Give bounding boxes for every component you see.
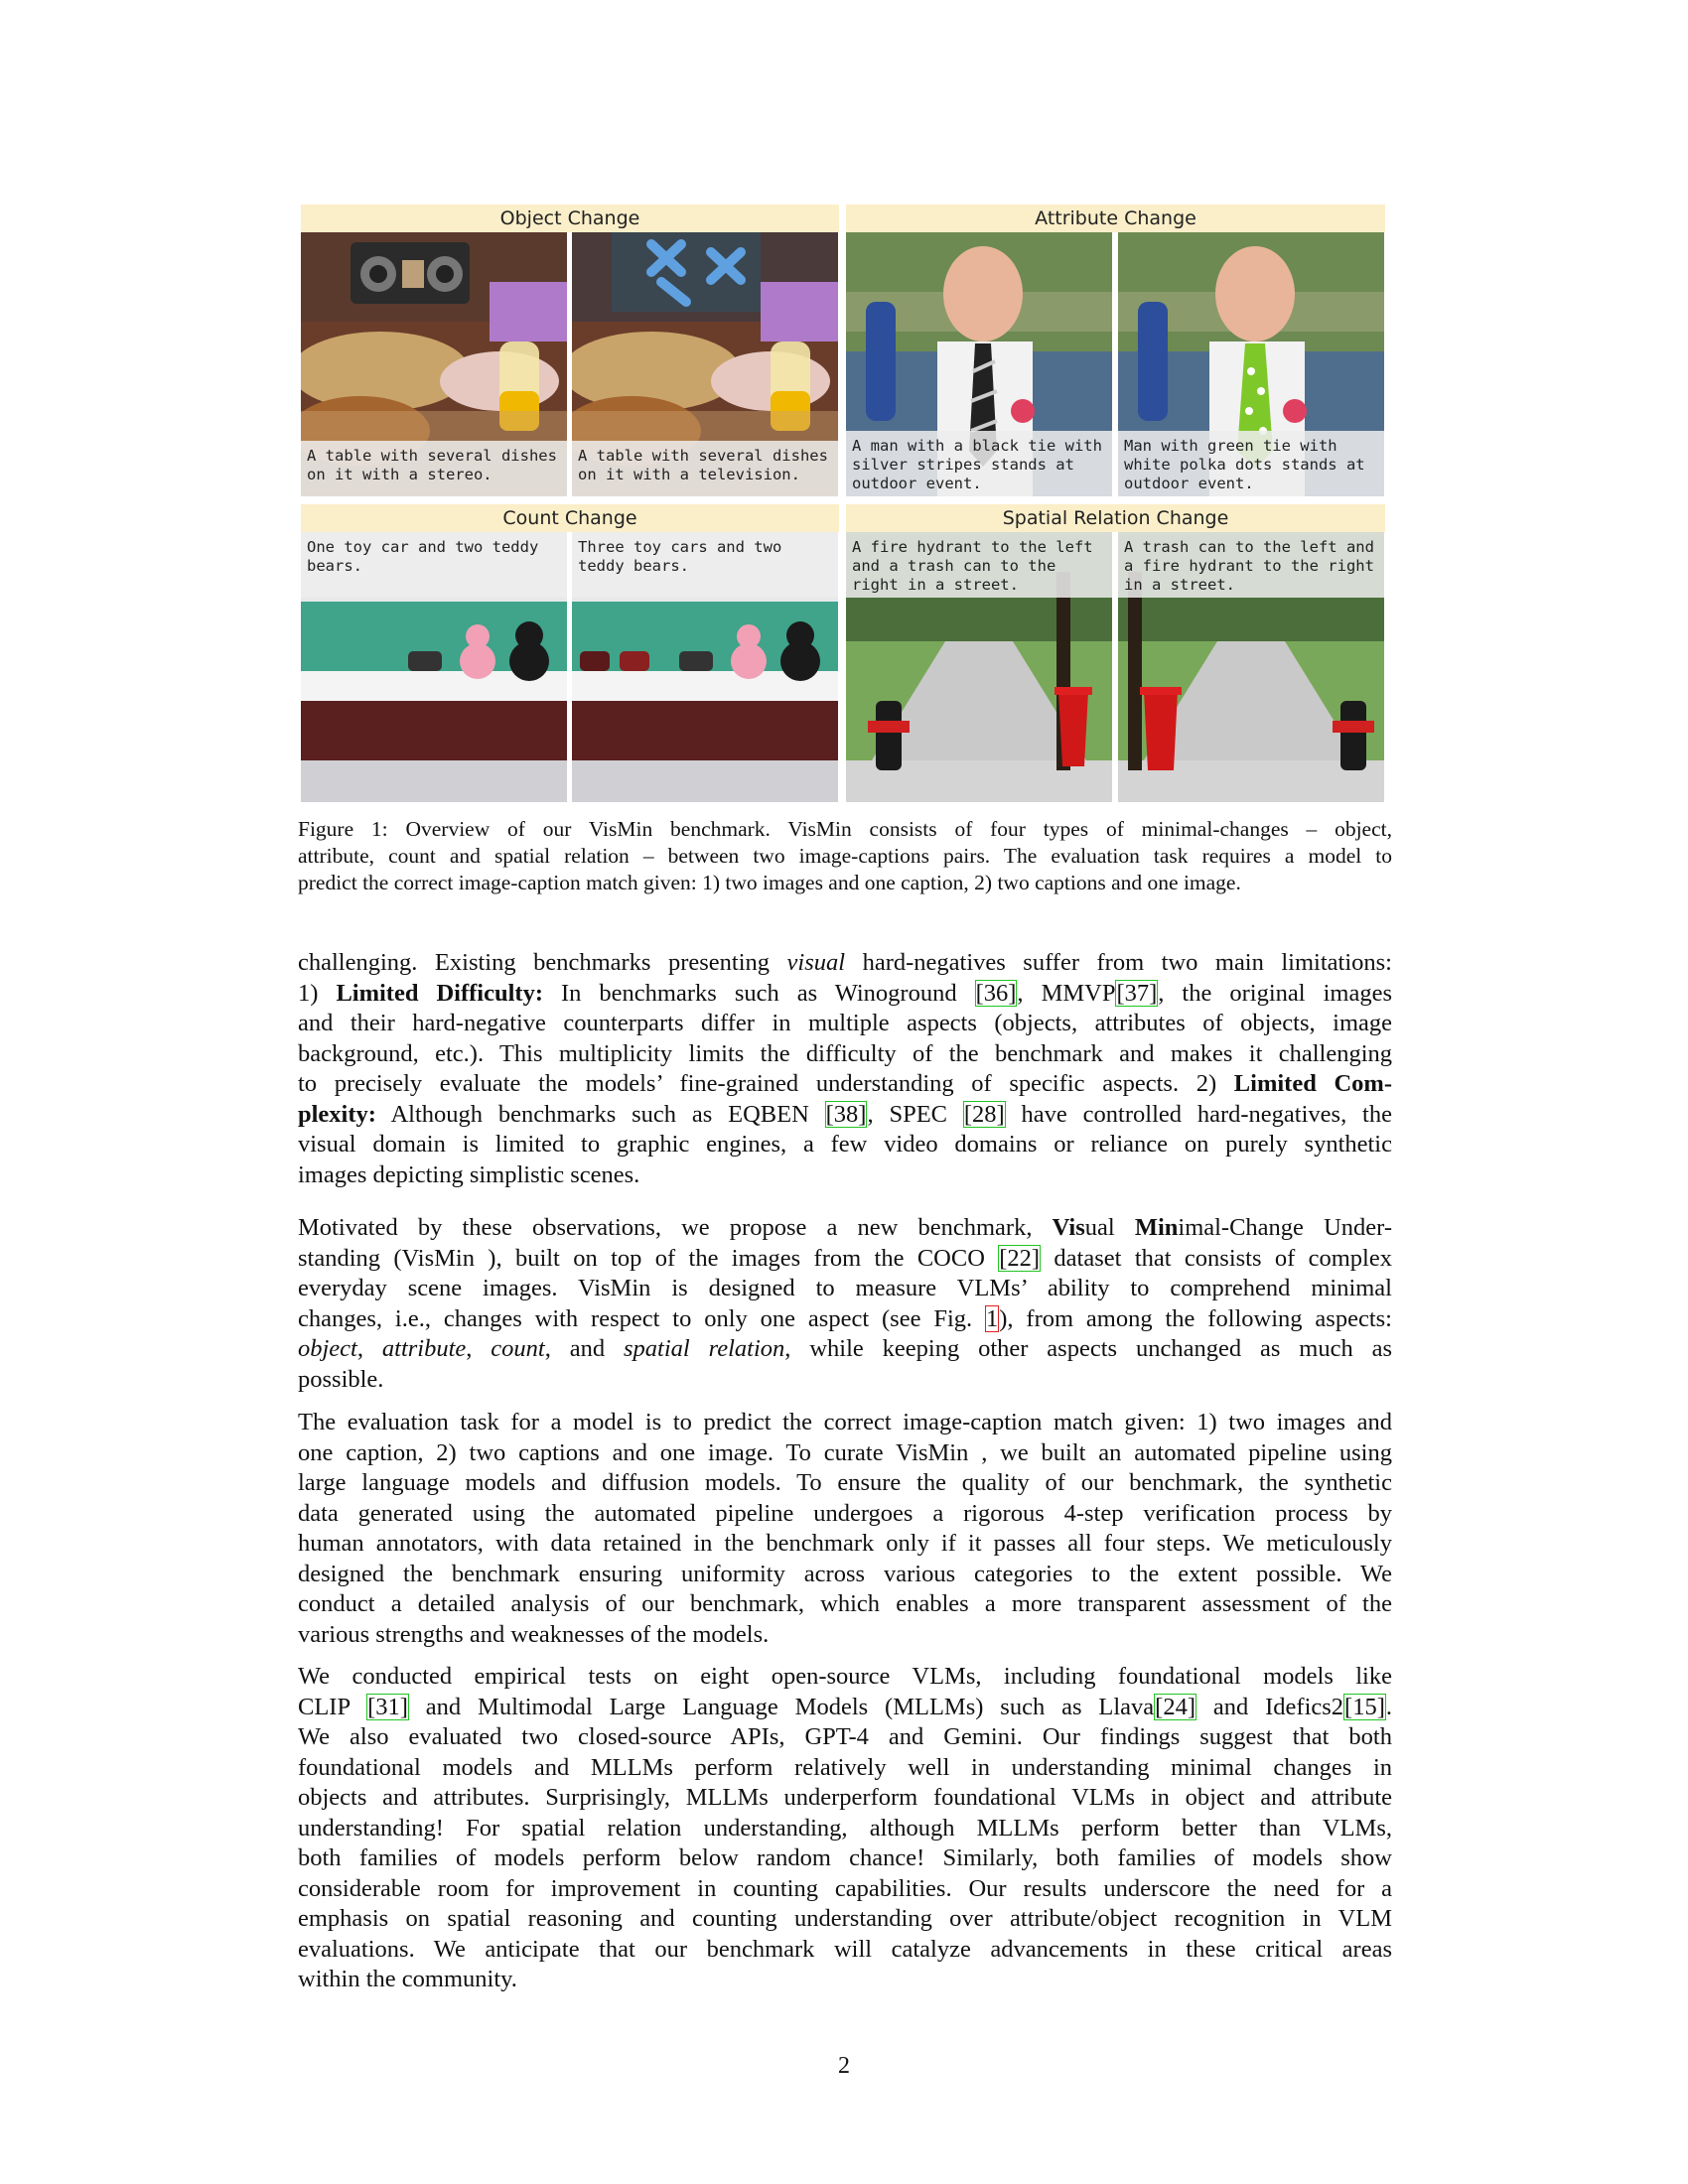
- citation-link[interactable]: [24]: [1155, 1693, 1196, 1720]
- text-line: standing (VisMin ), built on top of the images from the COCO [22] dataset that consists of complex: [298, 1244, 1392, 1272]
- text-line: We also evaluated two closed-source APIs, GPT-4 and Gemini. Our findings suggest that both: [298, 1723, 1392, 1750]
- paragraph-4: [298, 1662, 1392, 1995]
- image-panel-television: [572, 232, 838, 496]
- text-line: plexity: Although benchmarks such as EQBEN [38], SPEC [28] have controlled hard-negatives, the: [298, 1100, 1392, 1128]
- text-line: challenging. Existing benchmarks presenting visual hard-negatives suffer from two main limitations:: [298, 949, 1392, 976]
- text-line: designed the benchmark ensuring uniformity across various categories to the extent possible. We: [298, 1560, 1392, 1587]
- text-line: within the community.: [298, 1966, 517, 1992]
- group-title: Count Change: [301, 504, 839, 532]
- paragraph-1: [298, 948, 1392, 1190]
- group-title: Spatial Relation Change: [846, 504, 1385, 532]
- text-line: and their hard-negative counterparts differ in multiple aspects (objects, attributes of objects, image: [298, 1010, 1392, 1036]
- caption-text: Three toy cars and two teddy bears.: [572, 532, 838, 598]
- group-spatial-relation-change: [846, 504, 1385, 802]
- caption-text: A table with several dishes on it with a television.: [572, 441, 838, 496]
- text-line: considerable room for improvement in counting capabilities. Our results underscore the need for a: [298, 1874, 1392, 1902]
- text-line: various strengths and weaknesses of the models.: [298, 1620, 770, 1648]
- text-line: emphasis on spatial reasoning and counting understanding over attribute/object recognition in VLM: [298, 1905, 1392, 1932]
- group-object-change: [301, 205, 839, 496]
- text-line: possible.: [298, 1365, 384, 1393]
- text-line: both families of models perform below random chance! Similarly, both families of models show: [298, 1844, 1392, 1871]
- image-panel-three-cars: [572, 532, 838, 802]
- text-line: understanding! For spatial relation understanding, although MLLMs perform better than VLMs,: [298, 1814, 1392, 1842]
- image-panel-one-car: [301, 532, 567, 802]
- text-line: CLIP [31] and Multimodal Large Language Models (MLLMs) such as Llava[24] and Idefics2[15].: [298, 1693, 1392, 1720]
- citation-link[interactable]: [37]: [1116, 979, 1158, 1007]
- text-line: background, etc.). This multiplicity limits the difficulty of the benchmark and makes it challenging: [298, 1039, 1392, 1067]
- caption-text: A table with several dishes on it with a stereo.: [301, 441, 567, 496]
- paragraph-2: [298, 1213, 1392, 1395]
- image-panel-stereo: [301, 232, 567, 496]
- figure-reference-link[interactable]: 1: [986, 1304, 999, 1332]
- citation-link[interactable]: [28]: [963, 1100, 1005, 1128]
- text-line: object, attribute, count, and spatial relation, while keeping other aspects unchanged as much as: [298, 1335, 1392, 1362]
- text-line: images depicting simplistic scenes.: [298, 1160, 640, 1188]
- text-line: 1) Limited Difficulty: In benchmarks such as Winoground [36], MMVP[37], the original images: [298, 979, 1392, 1007]
- text-line: conduct a detailed analysis of our benchmark, which enables a more transparent assessment of the: [298, 1590, 1392, 1617]
- caption-text: A fire hydrant to the left and a trash can to the right in a street.: [846, 532, 1112, 598]
- caption-text: A man with a black tie with silver stripes stands at outdoor event.: [846, 431, 1112, 496]
- text-line: everyday scene images. VisMin is designed to measure VLMs’ ability to comprehend minimal: [298, 1275, 1392, 1301]
- paragraph-3: [298, 1408, 1392, 1650]
- group-count-change: [301, 504, 839, 802]
- text-line: We conducted empirical tests on eight open-source VLMs, including foundational models like: [298, 1663, 1392, 1690]
- group-title: Object Change: [301, 205, 839, 232]
- text-line: Motivated by these observations, we propose a new benchmark, Visual Minimal-Change Under-: [298, 1214, 1392, 1241]
- text-line: The evaluation task for a model is to predict the correct image-caption match given: 1) two images and: [298, 1409, 1392, 1435]
- image-panel-black-tie: [846, 232, 1112, 496]
- text-line: one caption, 2) two captions and one image. To curate VisMin , we built an automated pipeline using: [298, 1438, 1392, 1466]
- citation-link[interactable]: [15]: [1344, 1693, 1385, 1720]
- text-line: foundational models and MLLMs perform relatively well in understanding minimal changes in: [298, 1753, 1392, 1781]
- caption-text: A trash can to the left and a fire hydrant to the right in a street.: [1118, 532, 1384, 598]
- figure-1: [301, 205, 1385, 802]
- caption-text: Man with green tie with white polka dots stands at outdoor event.: [1118, 431, 1384, 496]
- image-panel-green-tie: [1118, 232, 1384, 496]
- text-line: to precisely evaluate the models’ fine-grained understanding of specific aspects. 2) Limited Com-: [298, 1070, 1392, 1097]
- text-line: visual domain is limited to graphic engines, a few video domains or reliance on purely synthetic: [298, 1131, 1392, 1158]
- citation-link[interactable]: [31]: [367, 1693, 408, 1720]
- image-panel-hydrant-right: [1118, 532, 1384, 802]
- text-line: large language models and diffusion models. To ensure the quality of our benchmark, the synthetic: [298, 1469, 1392, 1496]
- caption-line: attribute, count and spatial relation – between two image-captions pairs. The evaluation task requires a model to: [298, 844, 1392, 868]
- group-attribute-change: [846, 205, 1385, 496]
- group-title: Attribute Change: [846, 205, 1385, 232]
- citation-link[interactable]: [22]: [999, 1244, 1041, 1272]
- caption-line: Figure 1: Overview of our VisMin benchmark. VisMin consists of four types of minimal-changes – object,: [298, 817, 1392, 841]
- text-line: objects and attributes. Surprisingly, MLLMs underperform foundational VLMs in object and attribute: [298, 1784, 1392, 1811]
- text-line: changes, i.e., changes with respect to only one aspect (see Fig. 1), from among the following aspects:: [298, 1304, 1392, 1332]
- caption-line: predict the correct image-caption match given: 1) two images and one caption, 2) two captions and one image.: [298, 871, 1241, 894]
- caption-text: One toy car and two teddy bears.: [301, 532, 567, 598]
- text-line: human annotators, with data retained in the benchmark only if it passes all four steps. We meticulously: [298, 1530, 1392, 1557]
- page-number: 2: [838, 2053, 850, 2079]
- image-panel-hydrant-left: [846, 532, 1112, 802]
- citation-link[interactable]: [38]: [825, 1100, 867, 1128]
- text-line: evaluations. We anticipate that our benchmark will catalyze advancements in these critical areas: [298, 1935, 1392, 1963]
- figure-caption: [298, 816, 1392, 896]
- text-line: data generated using the automated pipeline undergoes a rigorous 4-step verification process by: [298, 1499, 1392, 1527]
- citation-link[interactable]: [36]: [975, 979, 1017, 1007]
